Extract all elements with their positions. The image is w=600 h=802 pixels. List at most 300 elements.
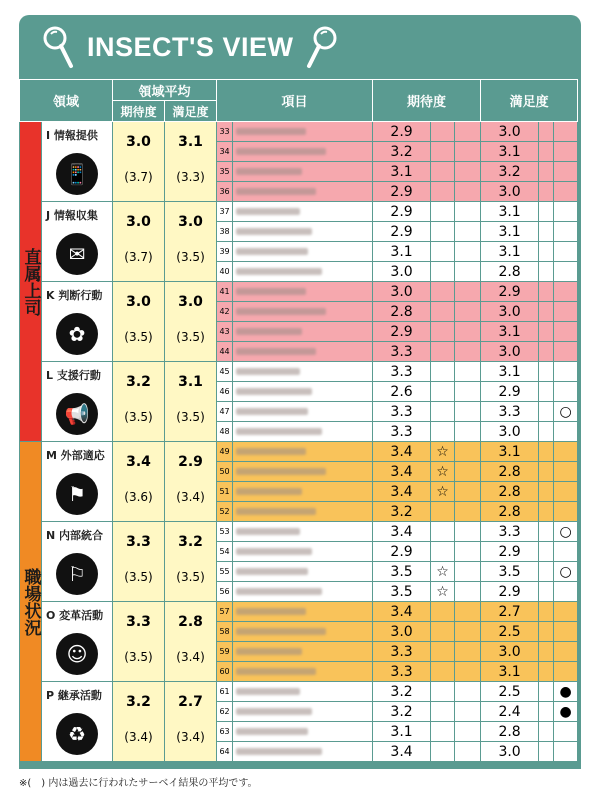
redacted-text: [236, 268, 322, 275]
area-name: P 継承活動: [46, 689, 102, 702]
redacted-text: [236, 288, 306, 295]
satisfaction-mark: [554, 382, 578, 402]
header-area: 領域: [20, 80, 113, 122]
satisfaction-value: 2.4: [481, 702, 539, 722]
expectation-value: 2.9: [373, 222, 431, 242]
extra-cell: [455, 262, 481, 282]
current-average: 3.1: [178, 134, 203, 150]
area-cell: [42, 282, 113, 362]
expectation-mark: [431, 622, 455, 642]
extra-cell: [539, 322, 554, 342]
extra-cell: [539, 602, 554, 622]
expectation-value: 3.4: [373, 482, 431, 502]
extra-cell: [539, 502, 554, 522]
area-satisfaction-average: [165, 122, 217, 202]
redacted-text: [236, 748, 322, 755]
extra-cell: [455, 142, 481, 162]
magnifier-icon: [305, 24, 339, 70]
expectation-mark: [431, 702, 455, 722]
expectation-value: 2.9: [373, 122, 431, 142]
extra-cell: [455, 342, 481, 362]
extra-cell: [455, 202, 481, 222]
area-expectation-average: [113, 122, 165, 202]
item-text: [233, 702, 373, 722]
area-name: I 情報提供: [46, 129, 98, 142]
expectation-mark: [431, 202, 455, 222]
item-text: [233, 242, 373, 262]
area-cell: [42, 522, 113, 602]
expectation-mark: [431, 402, 455, 422]
expectation-mark: [431, 682, 455, 702]
expectation-value: 3.3: [373, 362, 431, 382]
extra-cell: [539, 362, 554, 382]
expectation-value: 3.2: [373, 682, 431, 702]
item-number: 57: [217, 602, 233, 622]
past-average: (3.4): [176, 730, 205, 744]
area-name: K 判断行動: [46, 289, 103, 302]
recycle-icon: ♻: [56, 713, 98, 755]
area-expectation-average: [113, 282, 165, 362]
satisfaction-mark: [554, 662, 578, 682]
extra-cell: [539, 642, 554, 662]
extra-cell: [455, 222, 481, 242]
past-average: (3.6): [124, 490, 153, 504]
satisfaction-mark: [554, 242, 578, 262]
extra-cell: [455, 562, 481, 582]
redacted-text: [236, 488, 302, 495]
item-number: 60: [217, 662, 233, 682]
item-text: [233, 442, 373, 462]
item-text: [233, 682, 373, 702]
expectation-mark: [431, 522, 455, 542]
extra-cell: [539, 262, 554, 282]
redacted-text: [236, 148, 326, 155]
satisfaction-value: 3.0: [481, 742, 539, 762]
past-average: (3.3): [176, 170, 205, 184]
extra-cell: [539, 282, 554, 302]
satisfaction-value: 3.5: [481, 562, 539, 582]
expectation-mark: [431, 542, 455, 562]
extra-cell: [455, 122, 481, 142]
extra-cell: [539, 682, 554, 702]
past-average: (3.4): [176, 490, 205, 504]
past-average: (3.5): [124, 410, 153, 424]
header-average: 領域平均: [113, 80, 217, 101]
extra-cell: [539, 382, 554, 402]
redacted-text: [236, 708, 312, 715]
extra-cell: [539, 122, 554, 142]
expectation-mark: [431, 322, 455, 342]
satisfaction-mark: [554, 282, 578, 302]
item-text: [233, 482, 373, 502]
expectation-value: 3.2: [373, 142, 431, 162]
extra-cell: [539, 482, 554, 502]
extra-cell: [539, 562, 554, 582]
area-name: J 情報収集: [46, 209, 98, 222]
satisfaction-value: 3.0: [481, 342, 539, 362]
satisfaction-value: 3.0: [481, 302, 539, 322]
redacted-text: [236, 208, 300, 215]
item-text: [233, 402, 373, 422]
item-text: [233, 222, 373, 242]
area-cell: [42, 682, 113, 762]
redacted-text: [236, 588, 322, 595]
satisfaction-mark: ●: [554, 682, 578, 702]
redacted-text: [236, 688, 300, 695]
current-average: 3.2: [126, 374, 151, 390]
satisfaction-value: 3.2: [481, 162, 539, 182]
satisfaction-value: 3.0: [481, 122, 539, 142]
expectation-mark: ☆: [431, 462, 455, 482]
current-average: 3.3: [126, 534, 151, 550]
expectation-value: 3.3: [373, 662, 431, 682]
redacted-text: [236, 228, 312, 235]
extra-cell: [539, 202, 554, 222]
expectation-mark: [431, 502, 455, 522]
past-average: (3.5): [176, 410, 205, 424]
redacted-text: [236, 428, 322, 435]
expectation-value: 3.3: [373, 342, 431, 362]
satisfaction-value: 3.1: [481, 242, 539, 262]
redacted-text: [236, 408, 308, 415]
expectation-value: 3.4: [373, 742, 431, 762]
extra-cell: [455, 682, 481, 702]
item-text: [233, 522, 373, 542]
item-number: 55: [217, 562, 233, 582]
expectation-value: 3.4: [373, 442, 431, 462]
item-text: [233, 622, 373, 642]
expectation-mark: [431, 342, 455, 362]
satisfaction-mark: [554, 222, 578, 242]
satisfaction-value: 2.9: [481, 282, 539, 302]
satisfaction-mark: [554, 722, 578, 742]
satisfaction-value: 2.5: [481, 622, 539, 642]
redacted-text: [236, 528, 300, 535]
item-number: 45: [217, 362, 233, 382]
current-average: 2.7: [178, 694, 203, 710]
megaphone-icon: 📢: [56, 393, 98, 435]
extra-cell: [455, 462, 481, 482]
satisfaction-mark: [554, 422, 578, 442]
current-average: 3.0: [126, 134, 151, 150]
item-number: 43: [217, 322, 233, 342]
satisfaction-mark: [554, 262, 578, 282]
area-cell: [42, 442, 113, 522]
item-number: 35: [217, 162, 233, 182]
expectation-value: 3.3: [373, 422, 431, 442]
expectation-mark: [431, 162, 455, 182]
item-number: 53: [217, 522, 233, 542]
item-number: 47: [217, 402, 233, 422]
redacted-text: [236, 188, 316, 195]
satisfaction-value: 3.3: [481, 402, 539, 422]
expectation-value: 3.1: [373, 722, 431, 742]
redacted-text: [236, 728, 308, 735]
past-average: (3.5): [124, 650, 153, 664]
satisfaction-value: 2.9: [481, 542, 539, 562]
expectation-mark: [431, 242, 455, 262]
redacted-text: [236, 328, 302, 335]
redacted-text: [236, 448, 306, 455]
satisfaction-mark: [554, 622, 578, 642]
group-label: 直属上司: [20, 122, 42, 442]
area-cell: [42, 202, 113, 282]
satisfaction-value: 2.8: [481, 502, 539, 522]
table-row: [20, 122, 578, 142]
satisfaction-mark: [554, 742, 578, 762]
expectation-value: 3.5: [373, 582, 431, 602]
satisfaction-value: 2.9: [481, 582, 539, 602]
redacted-text: [236, 628, 326, 635]
expectation-value: 2.9: [373, 542, 431, 562]
satisfaction-value: 3.1: [481, 362, 539, 382]
satisfaction-mark: [554, 482, 578, 502]
team-decision-icon: ✿: [56, 313, 98, 355]
table-row: [20, 202, 578, 222]
extra-cell: [455, 582, 481, 602]
satisfaction-mark: ○: [554, 522, 578, 542]
header-satisfaction-col: 満足度: [481, 80, 578, 122]
item-text: [233, 162, 373, 182]
header-expectation-col: 期待度: [373, 80, 481, 122]
satisfaction-mark: [554, 142, 578, 162]
satisfaction-value: 2.8: [481, 462, 539, 482]
item-number: 51: [217, 482, 233, 502]
item-text: [233, 262, 373, 282]
item-text: [233, 302, 373, 322]
redacted-text: [236, 168, 302, 175]
item-number: 49: [217, 442, 233, 462]
title-banner: [19, 15, 581, 79]
satisfaction-value: 3.1: [481, 442, 539, 462]
item-number: 46: [217, 382, 233, 402]
extra-cell: [539, 522, 554, 542]
item-text: [233, 502, 373, 522]
past-average: (3.5): [176, 570, 205, 584]
item-number: 39: [217, 242, 233, 262]
redacted-text: [236, 248, 308, 255]
satisfaction-mark: ●: [554, 702, 578, 722]
area-expectation-average: [113, 202, 165, 282]
extra-cell: [539, 662, 554, 682]
item-number: 64: [217, 742, 233, 762]
extra-cell: [539, 162, 554, 182]
current-average: 3.0: [178, 294, 203, 310]
item-text: [233, 542, 373, 562]
item-number: 50: [217, 462, 233, 482]
item-number: 42: [217, 302, 233, 322]
magnifier-icon: [41, 24, 75, 70]
expectation-value: 2.6: [373, 382, 431, 402]
item-number: 62: [217, 702, 233, 722]
satisfaction-mark: ○: [554, 562, 578, 582]
expectation-mark: ☆: [431, 482, 455, 502]
satisfaction-value: 3.0: [481, 182, 539, 202]
extra-cell: [455, 642, 481, 662]
extra-cell: [455, 622, 481, 642]
expectation-mark: [431, 602, 455, 622]
expectation-mark: ☆: [431, 442, 455, 462]
redacted-text: [236, 608, 306, 615]
expectation-mark: [431, 362, 455, 382]
satisfaction-value: 3.0: [481, 642, 539, 662]
satisfaction-mark: [554, 362, 578, 382]
expectation-value: 2.9: [373, 322, 431, 342]
current-average: 2.9: [178, 454, 203, 470]
area-satisfaction-average: [165, 282, 217, 362]
extra-cell: [455, 502, 481, 522]
expectation-value: 3.4: [373, 602, 431, 622]
extra-cell: [455, 442, 481, 462]
item-number: 37: [217, 202, 233, 222]
footnote: ※( ) 内は過去に行われたサーベイ結果の平均です。: [19, 778, 258, 789]
satisfaction-mark: [554, 302, 578, 322]
area-name: L 支援行動: [46, 369, 101, 382]
expectation-mark: ☆: [431, 562, 455, 582]
satisfaction-value: 3.1: [481, 142, 539, 162]
current-average: 2.8: [178, 614, 203, 630]
extra-cell: [539, 462, 554, 482]
extra-cell: [455, 242, 481, 262]
past-average: (3.5): [124, 330, 153, 344]
satisfaction-mark: [554, 642, 578, 662]
extra-cell: [455, 362, 481, 382]
expectation-value: 3.2: [373, 702, 431, 722]
satisfaction-mark: [554, 182, 578, 202]
satisfaction-mark: [554, 162, 578, 182]
item-text: [233, 722, 373, 742]
satisfaction-value: 3.3: [481, 522, 539, 542]
phone-mail-icon: ✉: [56, 233, 98, 275]
expectation-value: 3.4: [373, 462, 431, 482]
past-average: (3.5): [176, 250, 205, 264]
current-average: 3.1: [178, 374, 203, 390]
item-text: [233, 742, 373, 762]
extra-cell: [539, 422, 554, 442]
extra-cell: [455, 162, 481, 182]
area-satisfaction-average: [165, 522, 217, 602]
item-number: 33: [217, 122, 233, 142]
extra-cell: [539, 582, 554, 602]
satisfaction-mark: [554, 342, 578, 362]
expectation-mark: [431, 122, 455, 142]
extra-cell: [539, 342, 554, 362]
expectation-mark: [431, 222, 455, 242]
extra-cell: [539, 722, 554, 742]
item-number: 34: [217, 142, 233, 162]
expectation-value: 3.1: [373, 242, 431, 262]
area-satisfaction-average: [165, 682, 217, 762]
item-text: [233, 602, 373, 622]
expectation-mark: [431, 422, 455, 442]
current-average: 3.3: [126, 614, 151, 630]
item-number: 36: [217, 182, 233, 202]
extra-cell: [455, 602, 481, 622]
expectation-mark: [431, 142, 455, 162]
extra-cell: [539, 702, 554, 722]
expectation-mark: [431, 182, 455, 202]
satisfaction-value: 3.1: [481, 222, 539, 242]
area-name: O 変革活動: [46, 609, 104, 622]
table-row: [20, 362, 578, 382]
area-expectation-average: [113, 682, 165, 762]
extra-cell: [455, 742, 481, 762]
expectation-mark: [431, 722, 455, 742]
item-text: [233, 422, 373, 442]
extra-cell: [455, 322, 481, 342]
satisfaction-value: 2.8: [481, 482, 539, 502]
item-text: [233, 202, 373, 222]
item-text: [233, 362, 373, 382]
extra-cell: [455, 722, 481, 742]
satisfaction-value: 2.8: [481, 722, 539, 742]
redacted-text: [236, 668, 316, 675]
page-title: INSECT'S VIEW: [87, 31, 294, 62]
redacted-text: [236, 348, 316, 355]
expectation-value: 3.0: [373, 622, 431, 642]
expectation-mark: ☆: [431, 582, 455, 602]
current-average: 3.4: [126, 454, 151, 470]
satisfaction-mark: [554, 442, 578, 462]
header-item: 項目: [217, 80, 373, 122]
expectation-mark: [431, 642, 455, 662]
satisfaction-mark: [554, 602, 578, 622]
area-name: M 外部適応: [46, 449, 105, 462]
item-text: [233, 342, 373, 362]
item-number: 40: [217, 262, 233, 282]
satisfaction-value: 2.8: [481, 262, 539, 282]
redacted-text: [236, 508, 316, 515]
past-average: (3.5): [176, 330, 205, 344]
redacted-text: [236, 568, 308, 575]
expectation-mark: [431, 262, 455, 282]
expectation-value: 2.9: [373, 202, 431, 222]
area-satisfaction-average: [165, 202, 217, 282]
item-number: 58: [217, 622, 233, 642]
area-expectation-average: [113, 522, 165, 602]
item-number: 48: [217, 422, 233, 442]
redacted-text: [236, 468, 326, 475]
satisfaction-mark: ○: [554, 402, 578, 422]
table-row: [20, 602, 578, 622]
item-number: 38: [217, 222, 233, 242]
table-row: [20, 442, 578, 462]
satisfaction-mark: [554, 322, 578, 342]
header-expectation: 期待度: [113, 101, 165, 122]
extra-cell: [455, 382, 481, 402]
table-row: [20, 282, 578, 302]
current-average: 3.0: [178, 214, 203, 230]
expectation-value: 2.8: [373, 302, 431, 322]
redacted-text: [236, 368, 300, 375]
item-text: [233, 582, 373, 602]
flag-handshake-icon: ⚐: [56, 553, 98, 595]
extra-cell: [455, 482, 481, 502]
past-average: (3.4): [124, 730, 153, 744]
group-people-icon: ☺: [56, 633, 98, 675]
extra-cell: [539, 622, 554, 642]
extra-cell: [539, 142, 554, 162]
expectation-value: 3.3: [373, 402, 431, 422]
current-average: 3.2: [126, 694, 151, 710]
meeting-icon: ⚑: [56, 473, 98, 515]
item-text: [233, 462, 373, 482]
item-text: [233, 662, 373, 682]
mobile-devices-icon: 📱: [56, 153, 98, 195]
satisfaction-value: 3.1: [481, 322, 539, 342]
table-row: [20, 682, 578, 702]
redacted-text: [236, 548, 312, 555]
